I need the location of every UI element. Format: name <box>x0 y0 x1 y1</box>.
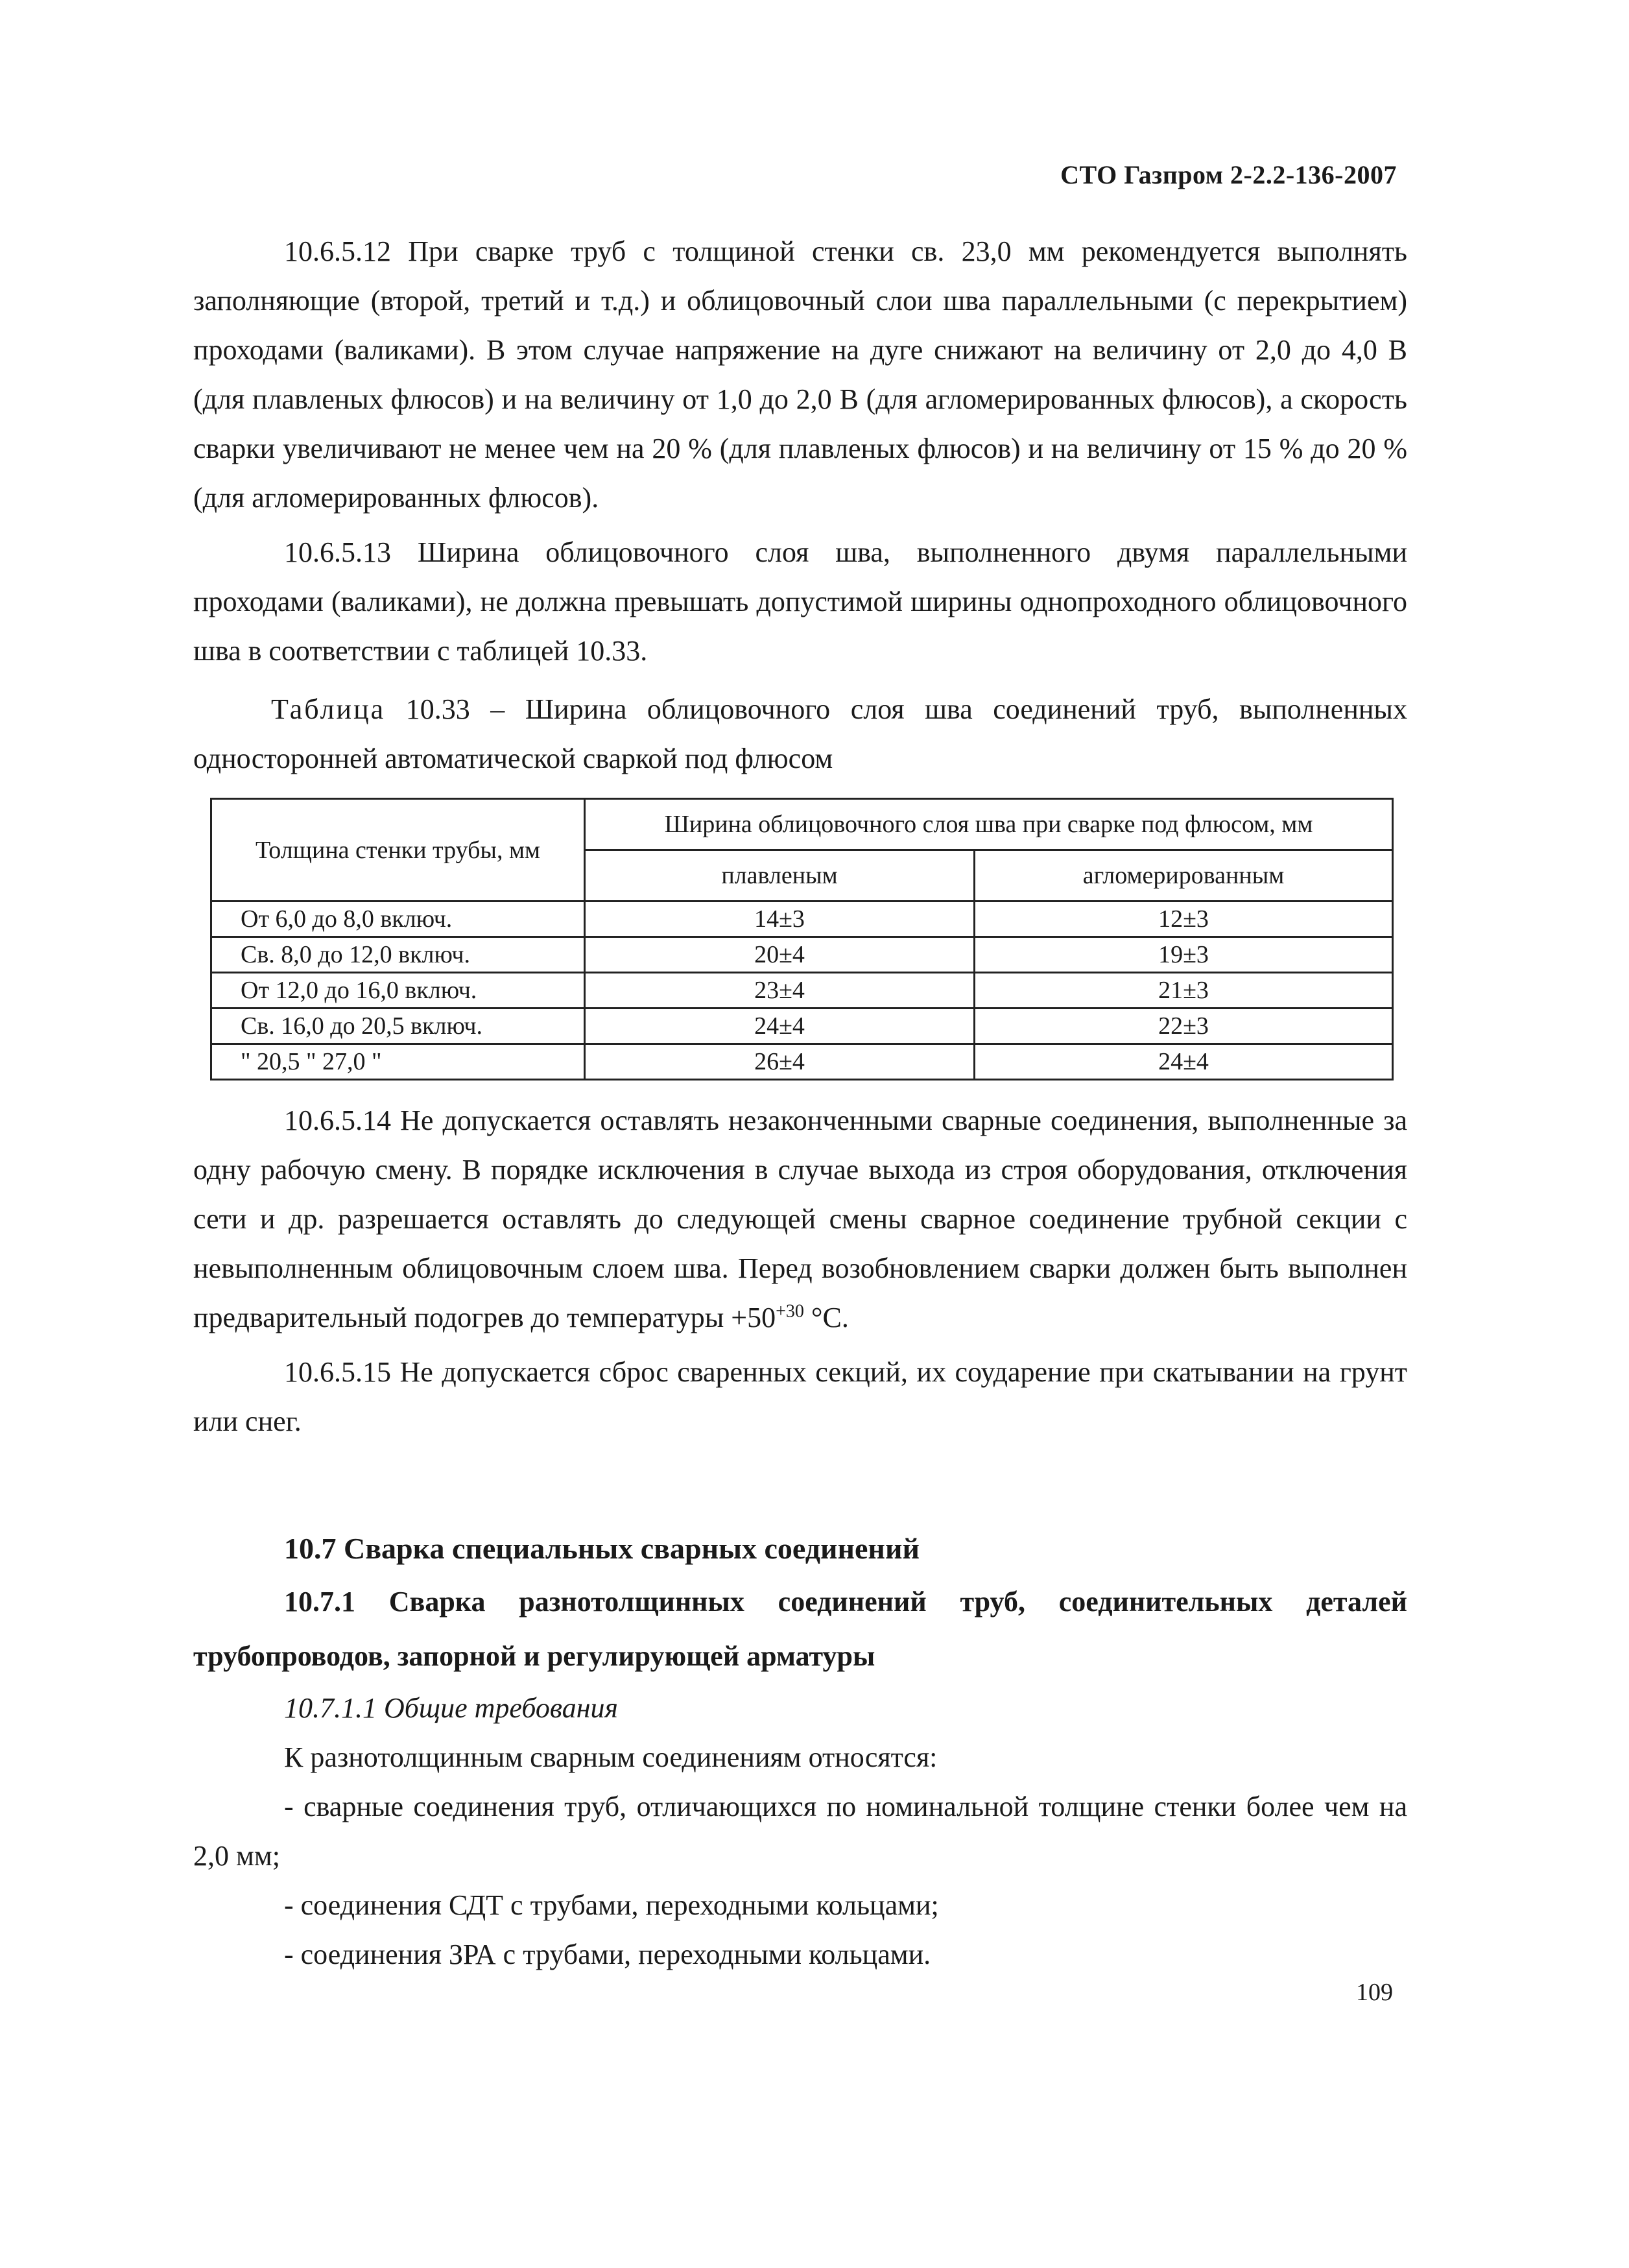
cell-fused: 24±4 <box>585 1009 975 1044</box>
col-width-header: Ширина облицовочного слоя шва при сварке под флюсом, мм <box>585 799 1393 850</box>
table-row <box>211 973 1393 1009</box>
cell-agglomerated: 12±3 <box>975 901 1393 937</box>
cell-agglomerated: 19±3 <box>975 937 1393 973</box>
paragraph-10-6-5-14 <box>193 1096 1407 1343</box>
page-number: 109 <box>1356 1979 1393 2006</box>
section-intro: К разнотолщинным сварным соединениям относятся: <box>284 1741 938 1773</box>
cell-agglomerated: 24±4 <box>975 1044 1393 1080</box>
paragraph-10-6-5-12: 10.6.5.12 При сварке труб с толщиной стенки св. 23,0 мм рекомендуется выполнять заполняющие (второй, третий и т.д.) и облицовочный слои шва параллельными (с перекрытием) проходами (валиками). В этом случае напряжение на дуге снижают на величину от 2,0 до 4,0 В (для плавленых флюсов) и на величину от 1,0 до 2,0 В (для агломерированных флюсов), а скорость сварки увеличивают не менее чем на 20 % (для плавленых флюсов) и на величину от 15 % до 20 % (для агломерированных флюсов). <box>193 235 1407 514</box>
list-item: - соединения СДТ с трубами, переходными кольцами; <box>284 1889 939 1921</box>
cell-agglomerated: 21±3 <box>975 973 1393 1009</box>
cell-fused: 14±3 <box>585 901 975 937</box>
cell-thickness: Св. 8,0 до 12,0 включ. <box>211 937 585 973</box>
weld-width-table <box>210 798 1394 1080</box>
table-caption <box>193 685 1407 783</box>
temperature-superscript: +30 <box>776 1301 804 1322</box>
cell-thickness: От 12,0 до 16,0 включ. <box>211 973 585 1009</box>
cell-fused: 26±4 <box>585 1044 975 1080</box>
col-thickness-header: Толщина стенки трубы, мм <box>211 799 585 901</box>
table-caption-label: Таблица <box>271 693 386 725</box>
cell-fused: 20±4 <box>585 937 975 973</box>
section-10-7-1-1-title: 10.7.1.1 Общие требования <box>284 1692 619 1724</box>
table-row <box>211 937 1393 973</box>
table-row <box>211 1009 1393 1044</box>
section-10-7-1-title: 10.7.1 Сварка разнотолщинных соединений труб, соединительных деталей трубопроводов, запорной и регулирующей арматуры <box>193 1586 1407 1672</box>
cell-thickness: От 6,0 до 8,0 включ. <box>211 901 585 937</box>
table-caption-text: 10.33 – Ширина облицовочного слоя шва соединений труб, выполненных односторонней автоматической сваркой под флюсом <box>193 693 1407 774</box>
col-agglomerated-header: агломерированным <box>975 850 1393 901</box>
paragraph-10-6-5-13: 10.6.5.13 Ширина облицовочного слоя шва, выполненного двумя параллельными проходами (валиками), не должна превышать допустимой ширины однопроходного облицовочного шва в соответствии с таблицей 10.33. <box>193 536 1407 667</box>
list-item: - соединения ЗРА с трубами, переходными кольцами. <box>284 1939 931 1970</box>
col-fused-header: плавленым <box>585 850 975 901</box>
section-10-7-title: 10.7 Сварка специальных сварных соединений <box>284 1532 920 1565</box>
page-content <box>193 227 1407 1979</box>
table-row <box>211 1044 1393 1080</box>
list-item: - сварные соединения труб, отличающихся по номинальной толщине стенки более чем на 2,0 мм; <box>193 1791 1407 1872</box>
paragraph-10-6-5-15: 10.6.5.15 Не допускается сброс сваренных секций, их соударение при скатывании на грунт или снег. <box>193 1356 1407 1437</box>
cell-thickness: Св. 16,0 до 20,5 включ. <box>211 1009 585 1044</box>
paragraph-10-6-5-14-main: 10.6.5.14 Не допускается оставлять незаконченными сварные соединения, выполненные за одну рабочую смену. В порядке исключения в случае выхода из строя оборудования, отключения сети и др. разрешается оставлять до следующей смены сварное соединение трубной секции с невыполненным облицовочным слоем шва. Перед возобновлением сварки должен быть выполнен предварительный подогрев до температуры +50 <box>193 1104 1407 1333</box>
cell-agglomerated: 22±3 <box>975 1009 1393 1044</box>
cell-fused: 23±4 <box>585 973 975 1009</box>
cell-thickness: " 20,5 " 27,0 " <box>211 1044 585 1080</box>
document-code-header: СТО Газпром 2-2.2-136-2007 <box>1060 160 1397 189</box>
table-header-row <box>211 799 1393 850</box>
table-row <box>211 901 1393 937</box>
temperature-unit: °С. <box>803 1302 849 1333</box>
